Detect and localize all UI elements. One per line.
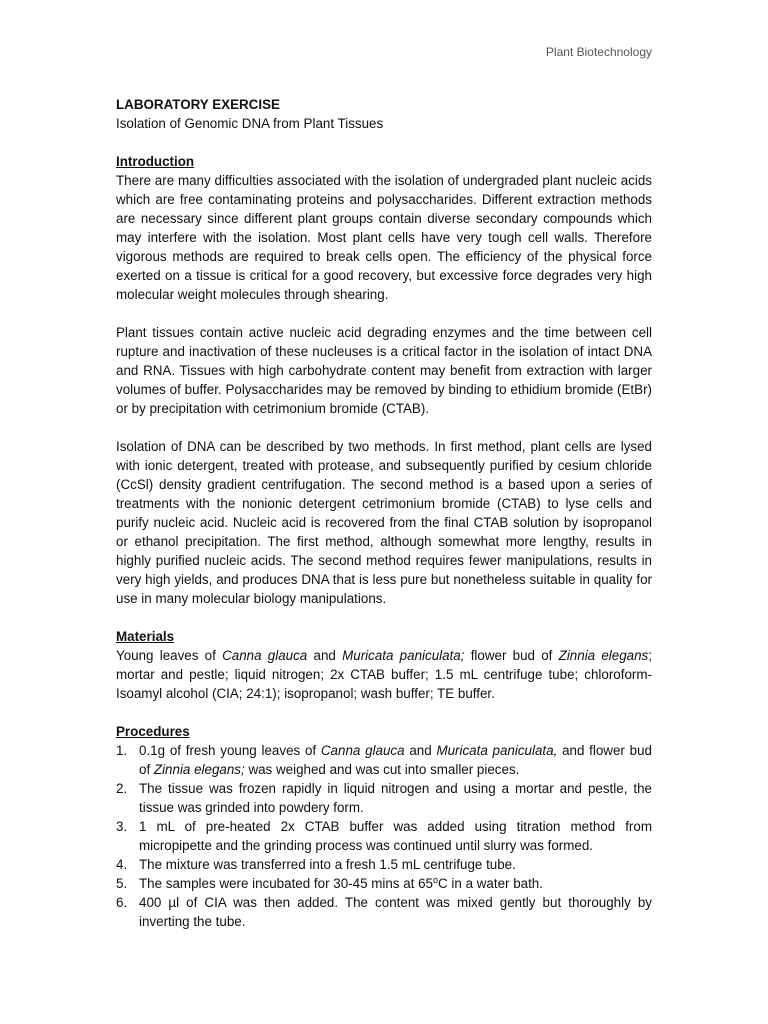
procedure-step [116, 874, 652, 893]
procedure-step [116, 741, 652, 779]
exercise-title: Isolation of Genomic DNA from Plant Tissues [116, 116, 384, 131]
species-name: Canna glauca [222, 648, 308, 663]
step-text: 400 µl of CIA was then added. The content was mixed gently but thoroughly by inverting the tube. [139, 895, 652, 929]
procedure-step [116, 817, 652, 855]
step-number: 2. [116, 781, 128, 796]
introduction-heading: Introduction [116, 154, 195, 169]
species-name: Muricata paniculata; [342, 648, 465, 663]
intro-paragraph-3: Isolation of DNA can be described by two methods. In first method, plant cells are lysed with ionic detergent, treated with protease, and subsequently purified by cesium chloride (CcSl) density gradient centrifugation. The second method is a based upon a series of treatments with the nonionic detergent cetrimonium bromide (CTAB) to lyse cells and purify nucleic acid. Nucleic acid is recovered from the final CTAB solution by isopropanol or ethanol precipitation. The first method, although somewhat more lengthy, results in highly purified nucleic acids. The second method requires fewer manipulations, results in very high yields, and produces DNA that is less pure but nonetheless suitable in quality for use in many molecular biology manipulations. [116, 439, 652, 606]
step-number: 1. [116, 743, 128, 758]
step-text: The mixture was transferred into a fresh 1.5 mL centrifuge tube. [139, 857, 516, 872]
intro-paragraph-2: Plant tissues contain active nucleic acid degrading enzymes and the time between cell rupture and inactivation of these nucleuses is a critical factor in the isolation of intact DNA and RNA. Tissues with high carbohydrate content may benefit from extraction with larger volumes of buffer. Polysaccharides may be removed by binding to ethidium bromide (EtBr) or by precipitation with cetrimonium bromide (CTAB). [116, 325, 652, 416]
step-text: 0.1g of fresh young leaves of Canna glauca and Muricata paniculata, and flower bud of Zinnia elegans; was weighed and was cut into smaller pieces. [139, 743, 652, 777]
procedure-step [116, 779, 652, 817]
procedure-step [116, 855, 652, 874]
materials-paragraph: Young leaves of Canna glauca and Muricata paniculata; flower bud of Zinnia elegans; mortar and pestle; liquid nitrogen; 2x CTAB buffer; 1.5 mL centrifuge tube; chloroform-Isoamyl alcohol (CIA; 24:1); isopropanol; wash buffer; TE buffer. [116, 648, 652, 701]
procedures-heading: Procedures [116, 724, 190, 739]
exercise-label: LABORATORY EXERCISE [116, 97, 280, 112]
document-body [116, 95, 652, 931]
species-name: Zinnia elegans [558, 648, 649, 663]
intro-paragraph-1: There are many difficulties associated with the isolation of undergraded plant nucleic acids which are free contaminating proteins and polysaccharides. Different extraction methods are necessary since different plant groups contain diverse secondary compounds which may interfere with the isolation. Most plant cells have very tough cell walls. Therefore vigorous methods are required to break cells open. The efficiency of the physical force exerted on a tissue is critical for a good recovery, but excessive force degrades very high molecular weight molecules through shearing. [116, 173, 652, 302]
step-number: 5. [116, 876, 128, 891]
step-number: 4. [116, 857, 128, 872]
step-text: The tissue was frozen rapidly in liquid nitrogen and using a mortar and pestle, the tissue was grinded into powdery form. [139, 781, 652, 815]
materials-heading: Materials [116, 629, 175, 644]
step-text: 1 mL of pre-heated 2x CTAB buffer was added using titration method from micropipette and the grinding process was continued until slurry was formed. [139, 819, 652, 853]
running-header: Plant Biotechnology [545, 45, 652, 59]
step-number: 3. [116, 819, 128, 834]
procedure-step [116, 893, 652, 931]
step-text: The samples were incubated for 30-45 mins at 65$^o$C in a water bath. [139, 875, 543, 891]
step-number: 6. [116, 895, 128, 910]
procedure-list [116, 741, 652, 931]
